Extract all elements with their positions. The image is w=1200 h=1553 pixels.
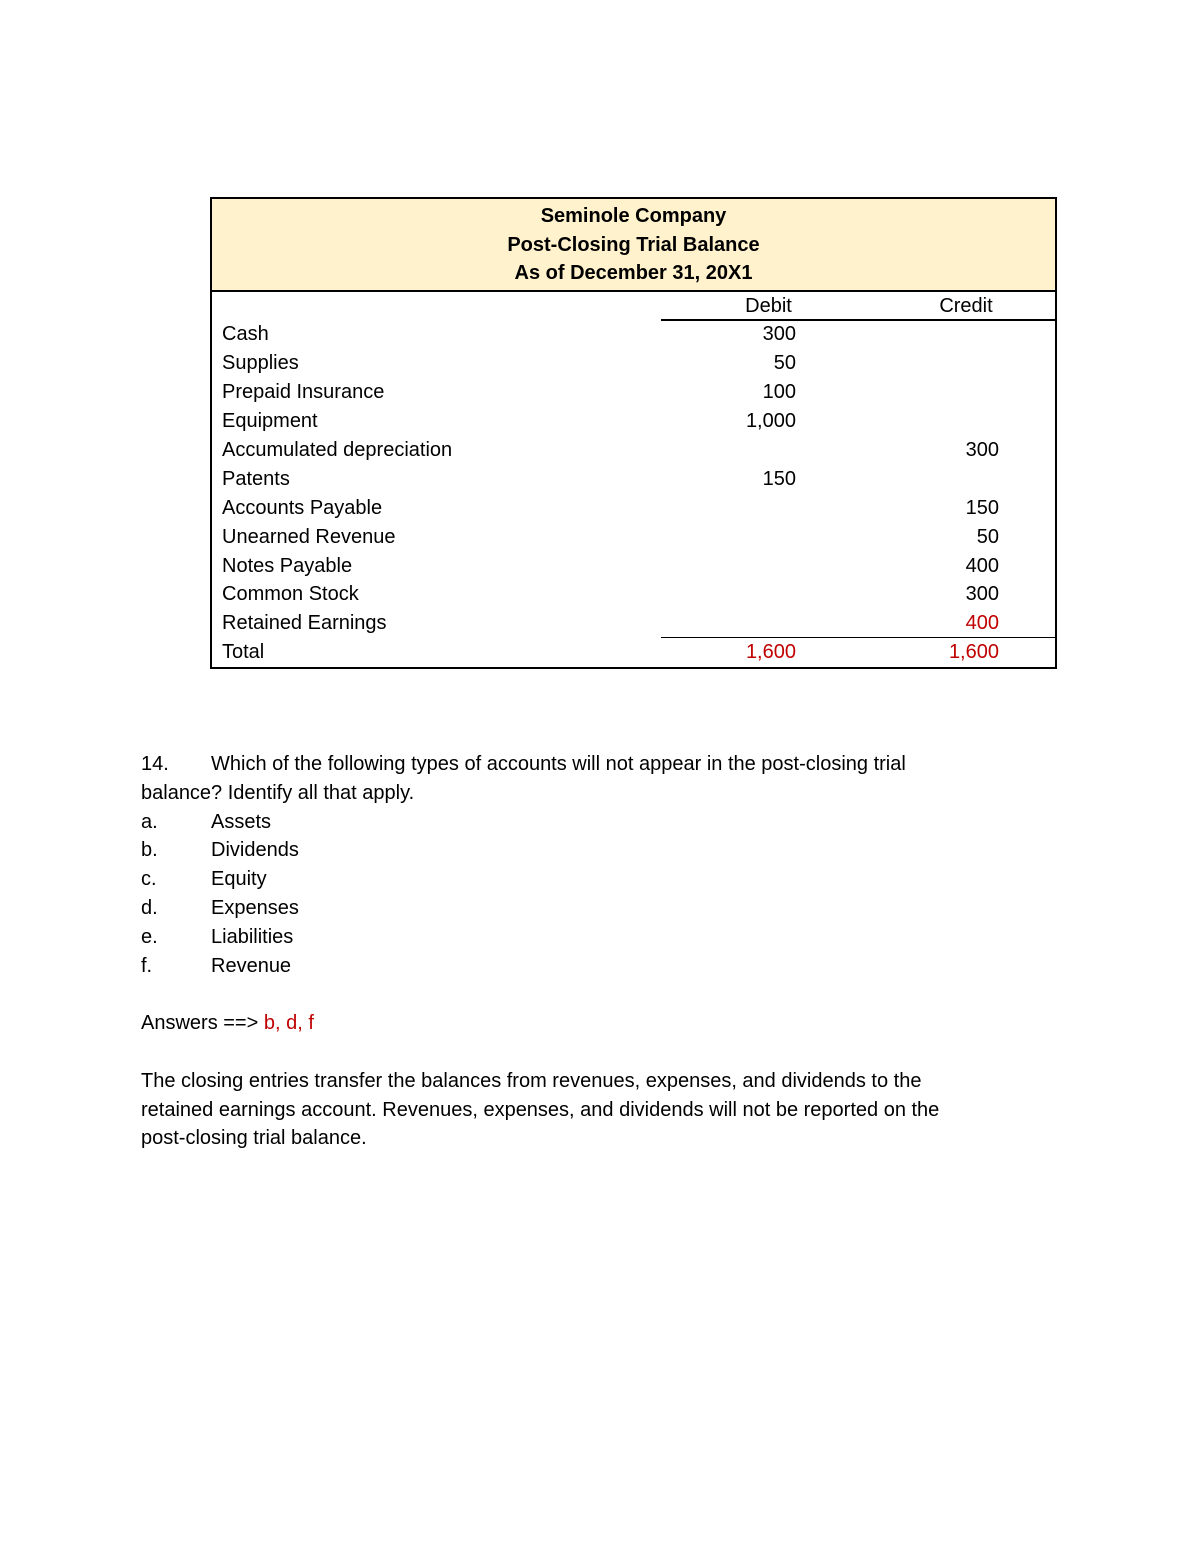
account-row [212, 609, 1055, 638]
option-text: Equity [211, 868, 267, 891]
option-item [141, 836, 1041, 865]
credit-amount: 150 [965, 496, 999, 519]
option-label: d. [141, 896, 158, 919]
option-label: a. [141, 810, 158, 833]
account-name: Common Stock [222, 583, 359, 606]
question-line-1 [141, 750, 1041, 779]
account-name: Accumulated depreciation [222, 438, 453, 461]
account-row [212, 407, 1055, 436]
statement-date: As of December 31, 20X1 [514, 262, 753, 284]
option-text: Expenses [211, 896, 299, 919]
debit-amount: 50 [773, 352, 796, 375]
answers-line [141, 1009, 1041, 1038]
option-label: b. [141, 839, 158, 862]
account-name: Unearned Revenue [222, 525, 396, 548]
question-block [141, 750, 1041, 1153]
account-name: Prepaid Insurance [222, 381, 385, 404]
statement-title: Post-Closing Trial Balance [507, 233, 760, 256]
credit-amount: 300 [965, 438, 999, 461]
account-row [212, 494, 1055, 523]
debit-amount: 150 [762, 467, 796, 490]
question-text: Which of the following types of accounts will not appear in the post-closing trial [211, 753, 906, 775]
account-row [212, 349, 1055, 378]
account-name: Equipment [222, 410, 318, 433]
account-name: Accounts Payable [222, 496, 383, 519]
account-row [212, 378, 1055, 407]
total-label: Total [222, 641, 265, 664]
trial-balance-table [210, 197, 1057, 669]
question-number: 14. [141, 753, 169, 775]
account-name: Supplies [222, 352, 299, 375]
account-name: Patents [222, 467, 290, 490]
credit-amount: 400 [965, 554, 999, 577]
option-text: Liabilities [211, 925, 294, 948]
explanation-line-3: post-closing trial balance. [141, 1127, 367, 1150]
account-row [212, 320, 1055, 349]
account-name: Retained Earnings [222, 612, 387, 635]
total-credit: 1,600 [948, 641, 999, 664]
question-line-2: balance? Identify all that apply. [141, 781, 415, 804]
option-item [141, 894, 1041, 923]
total-debit: 1,600 [745, 641, 796, 664]
account-row [212, 523, 1055, 552]
option-item [141, 865, 1041, 894]
debit-amount: 1,000 [745, 410, 796, 433]
credit-amount: 400 [965, 612, 999, 635]
company-name: Seminole Company [540, 205, 727, 227]
explanation-line-2: retained earnings account. Revenues, expenses, and dividends will not be reported on the [141, 1098, 940, 1121]
total-row [212, 638, 1055, 667]
account-row [212, 580, 1055, 609]
option-item [141, 808, 1041, 837]
table-header [212, 199, 1055, 292]
option-label: f. [141, 954, 153, 977]
answer-options [141, 808, 1041, 981]
option-label: e. [141, 925, 158, 948]
account-name: Cash [222, 323, 269, 346]
account-rows [212, 320, 1055, 638]
credit-amount: 50 [976, 525, 999, 548]
account-name: Notes Payable [222, 554, 353, 577]
account-row [212, 465, 1055, 494]
debit-amount: 100 [762, 381, 796, 404]
option-item [141, 952, 1041, 981]
option-text: Assets [211, 810, 272, 833]
option-text: Revenue [211, 954, 292, 977]
answers-value: b, d, f [263, 1012, 314, 1035]
credit-amount: 300 [965, 583, 999, 606]
option-text: Dividends [211, 839, 299, 862]
explanation-line-1: The closing entries transfer the balances from revenues, expenses, and dividends to the [141, 1069, 922, 1092]
option-label: c. [141, 868, 157, 891]
option-item [141, 923, 1041, 952]
credit-column-header: Credit [939, 294, 993, 317]
column-headers [212, 292, 1055, 321]
answers-prefix: Answers ==> [141, 1012, 264, 1035]
account-row [212, 436, 1055, 465]
debit-column-header: Debit [745, 294, 792, 317]
account-row [212, 552, 1055, 581]
debit-amount: 300 [762, 323, 796, 346]
